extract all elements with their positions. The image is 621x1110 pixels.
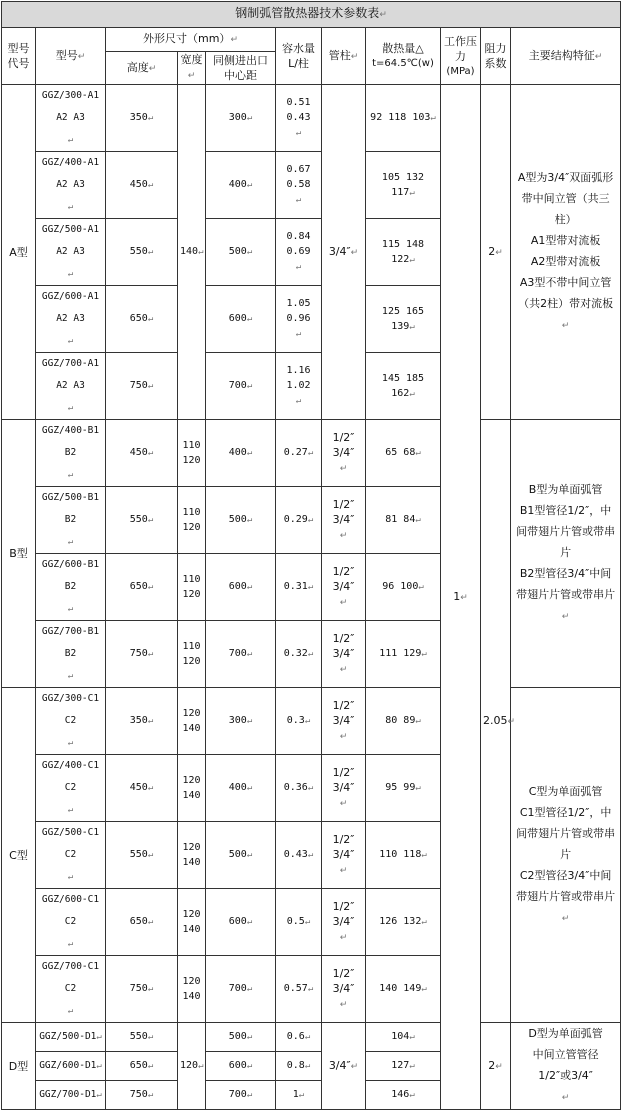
header-features: 主要结构特征↵ [511, 28, 621, 85]
type-code-cell: B型 [2, 420, 36, 688]
center-distance-cell: 700↵ [206, 1081, 276, 1110]
width-cell: 120 140 [178, 755, 206, 822]
heat-output-cell: 65 68↵ [366, 420, 441, 487]
model-cell: GGZ/600-A1 A2 A3 ↵ [36, 286, 106, 353]
header-height: 高度↵ [106, 52, 178, 85]
model-cell: GGZ/600-B1 B2 ↵ [36, 554, 106, 621]
height-cell: 450↵ [106, 755, 178, 822]
header-type-code: 型号代号 [2, 28, 36, 85]
header-resist: 阻力系数 [481, 28, 511, 85]
center-distance-cell: 300↵ [206, 85, 276, 152]
volume-cell: 0.27↵ [276, 420, 322, 487]
height-cell: 550↵ [106, 219, 178, 286]
heat-output-cell: 115 148 122↵ [366, 219, 441, 286]
width-cell: 120 140 [178, 956, 206, 1023]
header-model: 型号↵ [36, 28, 106, 85]
width-cell: 110 120 [178, 487, 206, 554]
center-distance-cell: 500↵ [206, 822, 276, 889]
heat-output-cell: 127↵ [366, 1052, 441, 1081]
heat-output-cell: 92 118 103↵ [366, 85, 441, 152]
volume-cell: 0.84 0.69 ↵ [276, 219, 322, 286]
features-cell: C型为单面弧管 C1型管径1/2″，中间带翅片片管或带串片 C2型管径3/4″中间带翅片片管或带串片 ↵ [511, 688, 621, 1023]
volume-cell: 0.8↵ [276, 1052, 322, 1081]
volume-cell: 1.16 1.02 ↵ [276, 353, 322, 420]
pipe-cell: 3/4″↵ [322, 85, 366, 420]
center-distance-cell: 400↵ [206, 420, 276, 487]
heat-output-cell: 146↵ [366, 1081, 441, 1110]
heat-output-cell: 81 84↵ [366, 487, 441, 554]
volume-cell: 0.67 0.58 ↵ [276, 152, 322, 219]
heat-output-cell: 145 185 162↵ [366, 353, 441, 420]
resist-cell: 2↵ [481, 85, 511, 420]
volume-cell: 0.43↵ [276, 822, 322, 889]
width-cell: 120 140 [178, 688, 206, 755]
height-cell: 750↵ [106, 621, 178, 688]
table-title: 钢制弧管散热器技术参数表↵ [2, 2, 621, 28]
height-cell: 550↵ [106, 487, 178, 554]
height-cell: 750↵ [106, 353, 178, 420]
type-code-cell: A型 [2, 85, 36, 420]
volume-cell: 0.32↵ [276, 621, 322, 688]
width-cell: 120 140 [178, 822, 206, 889]
heat-output-cell: 111 129↵ [366, 621, 441, 688]
table-row [2, 85, 621, 152]
heat-output-cell: 105 132 117↵ [366, 152, 441, 219]
heat-output-cell: 110 118↵ [366, 822, 441, 889]
volume-cell: 1.05 0.96 ↵ [276, 286, 322, 353]
height-cell: 350↵ [106, 85, 178, 152]
center-distance-cell: 700↵ [206, 353, 276, 420]
height-cell: 550↵ [106, 822, 178, 889]
pipe-cell: 1/2″ 3/4″ ↵ [322, 822, 366, 889]
height-cell: 650↵ [106, 1052, 178, 1081]
model-cell: GGZ/300-C1 C2 ↵ [36, 688, 106, 755]
model-cell: GGZ/300-A1 A2 A3 ↵ [36, 85, 106, 152]
model-cell: GGZ/600-D1↵ [36, 1052, 106, 1081]
pipe-cell: 1/2″ 3/4″ ↵ [322, 889, 366, 956]
pipe-cell: 1/2″ 3/4″ ↵ [322, 755, 366, 822]
center-distance-cell: 600↵ [206, 554, 276, 621]
heat-output-cell: 140 149↵ [366, 956, 441, 1023]
header-center: 同侧进出口中心距 [206, 52, 276, 85]
center-distance-cell: 300↵ [206, 688, 276, 755]
radiator-spec-table [1, 1, 621, 1110]
height-cell: 750↵ [106, 1081, 178, 1110]
volume-cell: 0.3↵ [276, 688, 322, 755]
center-distance-cell: 500↵ [206, 487, 276, 554]
volume-cell: 0.57↵ [276, 956, 322, 1023]
model-cell: GGZ/500-C1 C2 ↵ [36, 822, 106, 889]
features-cell: B型为单面弧管 B1型管径1/2″，中间带翅片片管或带串片 B2型管径3/4″中间带翅片片管或带串片 ↵ [511, 420, 621, 688]
center-distance-cell: 700↵ [206, 621, 276, 688]
width-cell: 140↵ [178, 85, 206, 420]
volume-cell: 1↵ [276, 1081, 322, 1110]
width-cell: 120 140 [178, 889, 206, 956]
center-distance-cell: 500↵ [206, 1023, 276, 1052]
center-distance-cell: 700↵ [206, 956, 276, 1023]
width-cell: 110 120 [178, 420, 206, 487]
width-cell: 120↵ [178, 1023, 206, 1110]
pipe-cell: 1/2″ 3/4″ ↵ [322, 688, 366, 755]
width-cell: 110 120 [178, 554, 206, 621]
volume-cell: 0.31↵ [276, 554, 322, 621]
resist-cell: 2↵ [481, 1023, 511, 1110]
table-row [2, 688, 621, 755]
heat-output-cell: 80 89↵ [366, 688, 441, 755]
model-cell: GGZ/700-B1 B2 ↵ [36, 621, 106, 688]
center-distance-cell: 600↵ [206, 286, 276, 353]
header-heat: 散热量△ t=64.5℃(w) [366, 28, 441, 85]
table-row [2, 1023, 621, 1052]
pipe-cell: 1/2″ 3/4″ ↵ [322, 956, 366, 1023]
center-distance-cell: 600↵ [206, 1052, 276, 1081]
height-cell: 750↵ [106, 956, 178, 1023]
features-cell: D型为单面弧管 中间立管管径 1/2″或3/4″ ↵ [511, 1023, 621, 1110]
height-cell: 650↵ [106, 889, 178, 956]
resist-cell: 2.05↵ [481, 420, 511, 1023]
heat-output-cell: 126 132↵ [366, 889, 441, 956]
height-cell: 350↵ [106, 688, 178, 755]
header-pipe: 管柱↵ [322, 28, 366, 85]
heat-output-cell: 125 165 139↵ [366, 286, 441, 353]
features-cell: A型为3/4″双面弧形带中间立管（共三柱） A1型带对流板 A2型带对流板 A3型不带中间立管（共2柱）带对流板 ↵ [511, 85, 621, 420]
table-row [2, 420, 621, 487]
center-distance-cell: 500↵ [206, 219, 276, 286]
height-cell: 450↵ [106, 420, 178, 487]
pipe-cell: 1/2″ 3/4″ ↵ [322, 487, 366, 554]
pressure-cell: 1↵ [441, 85, 481, 1110]
type-code-cell: D型 [2, 1023, 36, 1110]
model-cell: GGZ/400-A1 A2 A3 ↵ [36, 152, 106, 219]
pipe-cell: 1/2″ 3/4″ ↵ [322, 420, 366, 487]
volume-cell: 0.29↵ [276, 487, 322, 554]
heat-output-cell: 104↵ [366, 1023, 441, 1052]
volume-cell: 0.6↵ [276, 1023, 322, 1052]
height-cell: 450↵ [106, 152, 178, 219]
header-pressure: 工作压力 (MPa) [441, 28, 481, 85]
pipe-cell: 1/2″ 3/4″ ↵ [322, 554, 366, 621]
center-distance-cell: 400↵ [206, 755, 276, 822]
height-cell: 650↵ [106, 286, 178, 353]
center-distance-cell: 600↵ [206, 889, 276, 956]
model-cell: GGZ/600-C1 C2 ↵ [36, 889, 106, 956]
pipe-cell: 3/4″↵ [322, 1023, 366, 1110]
model-cell: GGZ/700-C1 C2 ↵ [36, 956, 106, 1023]
model-cell: GGZ/500-A1 A2 A3 ↵ [36, 219, 106, 286]
width-cell: 110 120 [178, 621, 206, 688]
model-cell: GGZ/500-D1↵ [36, 1023, 106, 1052]
type-code-cell: C型 [2, 688, 36, 1023]
volume-cell: 0.5↵ [276, 889, 322, 956]
model-cell: GGZ/400-B1 B2 ↵ [36, 420, 106, 487]
model-cell: GGZ/700-A1 A2 A3 ↵ [36, 353, 106, 420]
model-cell: GGZ/400-C1 C2 ↵ [36, 755, 106, 822]
heat-output-cell: 96 100↵ [366, 554, 441, 621]
pipe-cell: 1/2″ 3/4″ ↵ [322, 621, 366, 688]
heat-output-cell: 95 99↵ [366, 755, 441, 822]
header-volume: 容水量L/柱 [276, 28, 322, 85]
center-distance-cell: 400↵ [206, 152, 276, 219]
height-cell: 650↵ [106, 554, 178, 621]
height-cell: 550↵ [106, 1023, 178, 1052]
volume-cell: 0.51 0.43 ↵ [276, 85, 322, 152]
header-width: 宽度↵ [178, 52, 206, 85]
volume-cell: 0.36↵ [276, 755, 322, 822]
header-dims: 外形尺寸（mm）↵ [106, 28, 276, 52]
model-cell: GGZ/700-D1↵ [36, 1081, 106, 1110]
model-cell: GGZ/500-B1 B2 ↵ [36, 487, 106, 554]
